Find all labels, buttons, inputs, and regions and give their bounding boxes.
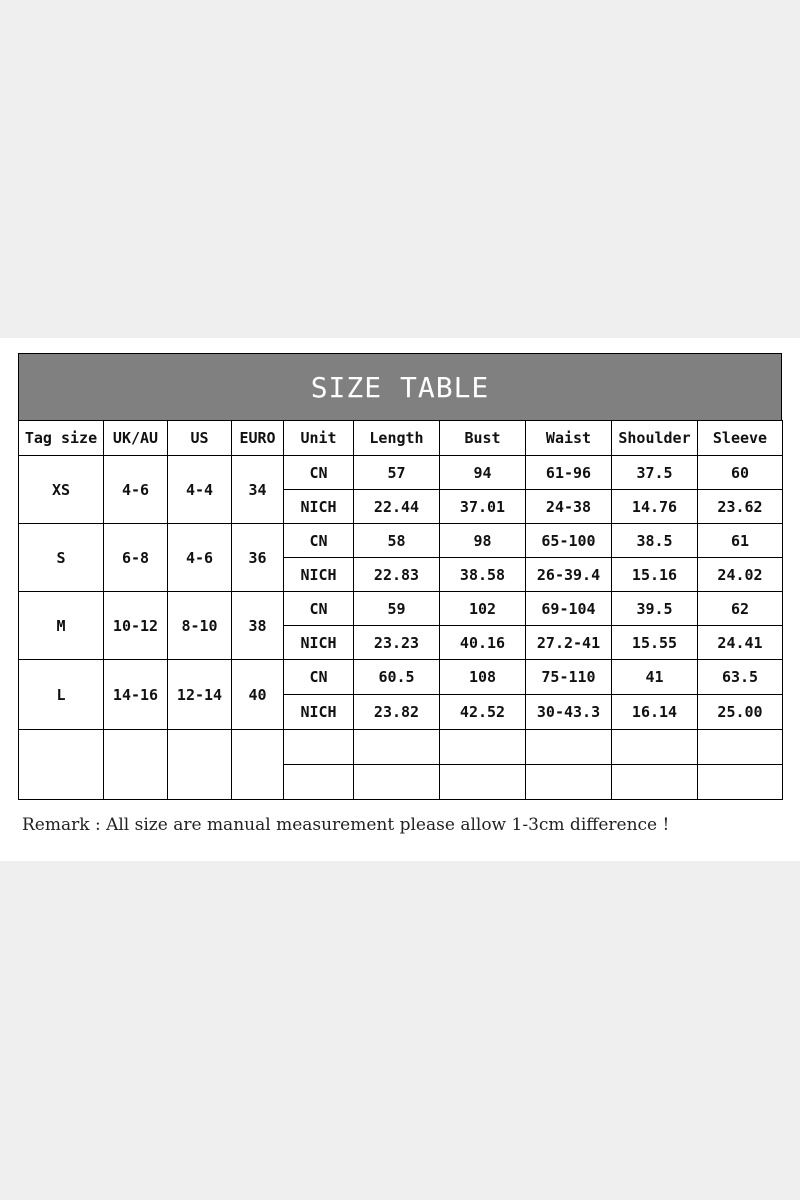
uk-au-cell: 4-6	[104, 456, 168, 524]
empty-cell	[440, 730, 526, 765]
length-cell: 57	[354, 456, 440, 490]
table-row	[19, 456, 783, 490]
unit-cell: CN	[284, 660, 354, 695]
tag-size-cell: M	[19, 592, 104, 660]
sleeve-cell: 60	[698, 456, 783, 490]
shoulder-cell: 39.5	[612, 592, 698, 626]
length-cell: 23.82	[354, 695, 440, 730]
waist-cell: 27.2-41	[526, 626, 612, 660]
waist-cell: 65-100	[526, 524, 612, 558]
sleeve-cell: 24.41	[698, 626, 783, 660]
empty-cell	[698, 730, 783, 765]
unit-cell: NICH	[284, 626, 354, 660]
uk-au-cell: 10-12	[104, 592, 168, 660]
empty-cell	[19, 730, 104, 800]
bust-cell: 94	[440, 456, 526, 490]
uk-au-cell: 6-8	[104, 524, 168, 592]
header-tag-size: Tag size	[19, 421, 104, 456]
empty-cell	[284, 730, 354, 765]
length-cell: 60.5	[354, 660, 440, 695]
empty-cell	[354, 765, 440, 800]
waist-cell: 30-43.3	[526, 695, 612, 730]
empty-row	[19, 730, 783, 765]
header-waist: Waist	[526, 421, 612, 456]
length-cell: 23.23	[354, 626, 440, 660]
sleeve-cell: 25.00	[698, 695, 783, 730]
shoulder-cell: 16.14	[612, 695, 698, 730]
us-cell: 12-14	[168, 660, 232, 730]
header-shoulder: Shoulder	[612, 421, 698, 456]
euro-cell: 34	[232, 456, 284, 524]
waist-cell: 69-104	[526, 592, 612, 626]
sleeve-cell: 24.02	[698, 558, 783, 592]
size-chart-card	[0, 338, 800, 861]
bust-cell: 37.01	[440, 490, 526, 524]
empty-cell	[526, 730, 612, 765]
empty-cell	[168, 730, 232, 800]
waist-cell: 61-96	[526, 456, 612, 490]
empty-cell	[354, 730, 440, 765]
euro-cell: 38	[232, 592, 284, 660]
length-cell: 58	[354, 524, 440, 558]
shoulder-cell: 38.5	[612, 524, 698, 558]
bust-cell: 108	[440, 660, 526, 695]
header-length: Length	[354, 421, 440, 456]
length-cell: 59	[354, 592, 440, 626]
unit-cell: NICH	[284, 490, 354, 524]
empty-cell	[526, 765, 612, 800]
empty-cell	[284, 765, 354, 800]
unit-cell: CN	[284, 456, 354, 490]
length-cell: 22.83	[354, 558, 440, 592]
tag-size-cell: XS	[19, 456, 104, 524]
empty-cell	[698, 765, 783, 800]
euro-cell: 36	[232, 524, 284, 592]
header-euro: EURO	[232, 421, 284, 456]
size-sheet	[18, 353, 782, 800]
header-bust: Bust	[440, 421, 526, 456]
empty-cell	[440, 765, 526, 800]
waist-cell: 75-110	[526, 660, 612, 695]
unit-cell: CN	[284, 592, 354, 626]
bust-cell: 98	[440, 524, 526, 558]
empty-cell	[232, 730, 284, 800]
shoulder-cell: 14.76	[612, 490, 698, 524]
empty-cell	[612, 765, 698, 800]
remark-note: Remark : All size are manual measurement please allow 1-3cm difference !	[22, 815, 670, 835]
header-unit: Unit	[284, 421, 354, 456]
table-row	[19, 592, 783, 626]
us-cell: 4-4	[168, 456, 232, 524]
bust-cell: 38.58	[440, 558, 526, 592]
table-row	[19, 660, 783, 695]
header-us: US	[168, 421, 232, 456]
header-sleeve: Sleeve	[698, 421, 783, 456]
euro-cell: 40	[232, 660, 284, 730]
uk-au-cell: 14-16	[104, 660, 168, 730]
table-row	[19, 524, 783, 558]
empty-cell	[104, 730, 168, 800]
size-table-title: SIZE TABLE	[18, 353, 782, 420]
header-row	[19, 421, 783, 456]
unit-cell: NICH	[284, 695, 354, 730]
shoulder-cell: 15.55	[612, 626, 698, 660]
shoulder-cell: 37.5	[612, 456, 698, 490]
waist-cell: 26-39.4	[526, 558, 612, 592]
sleeve-cell: 62	[698, 592, 783, 626]
header-uk-au: UK/AU	[104, 421, 168, 456]
bust-cell: 102	[440, 592, 526, 626]
waist-cell: 24-38	[526, 490, 612, 524]
length-cell: 22.44	[354, 490, 440, 524]
sleeve-cell: 61	[698, 524, 783, 558]
unit-cell: NICH	[284, 558, 354, 592]
sleeve-cell: 63.5	[698, 660, 783, 695]
empty-cell	[612, 730, 698, 765]
sleeve-cell: 23.62	[698, 490, 783, 524]
bust-cell: 40.16	[440, 626, 526, 660]
bust-cell: 42.52	[440, 695, 526, 730]
us-cell: 8-10	[168, 592, 232, 660]
unit-cell: CN	[284, 524, 354, 558]
tag-size-cell: L	[19, 660, 104, 730]
us-cell: 4-6	[168, 524, 232, 592]
tag-size-cell: S	[19, 524, 104, 592]
size-table	[18, 420, 783, 800]
shoulder-cell: 15.16	[612, 558, 698, 592]
shoulder-cell: 41	[612, 660, 698, 695]
